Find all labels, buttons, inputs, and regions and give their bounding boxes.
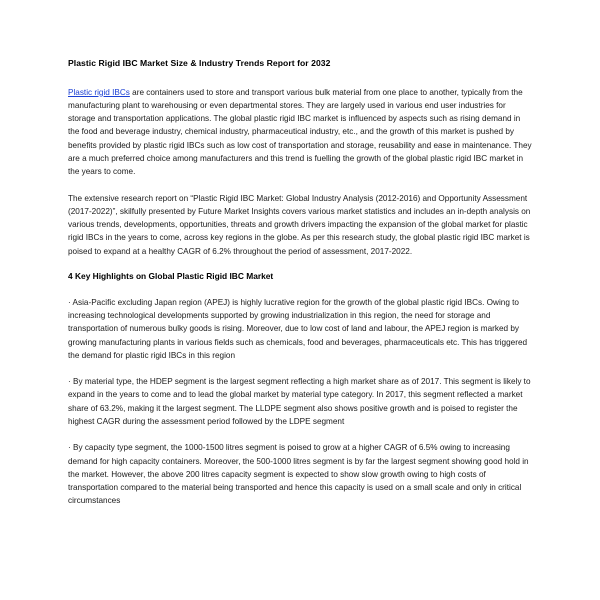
section-heading-key-highlights: 4 Key Highlights on Global Plastic Rigid IBC Market	[68, 270, 274, 281]
page-title: Plastic Rigid IBC Market Size & Industry Trends Report for 2032	[68, 58, 331, 68]
research-report-paragraph: The extensive research report on “Plastic Rigid IBC Market: Global Industry Analysis (2012-2016) and Opportunity Assessment (2017-2022)”, skilfully presented by Future Market Insights covers various market statistics and includes an in-depth analysis on various trends, developments, opportunities, threats and growth drivers impacting the expansion of the global market for plastic rigid IBCs in the years to come, across key regions in the globe. As per this research study, the global plastic rigid IBC market is poised to expand at a healthy CAGR of 6.2% throughout the period of assessment, 2017-2022.	[68, 193, 531, 256]
highlight-bullet-2: · By material type, the HDEP segment is the largest segment reflecting a high market share as of 2017. This segment is likely to expand in the years to come and to lead the global market by material type category. In 2017, this segment reflected a market share of 63.2%, making it the largest segment. The LLDPE segment also shows positive growth and is poised to register the highest CAGR during the assessment period followed by the LDPE segment	[68, 377, 531, 426]
highlight-bullet-3: · By capacity type segment, the 1000-1500 litres segment is poised to grow at a higher CAGR of 6.5% owing to increasing demand for high capacity containers. Moreover, the 500-1000 litres segment is by far the largest segment showing good hold in the market. However, the above 200 litres capacity segment is expected to show slow growth owing to high costs of transportation compared to the material being transported and hence this capacity is used on a small scale and only in critical circumstances	[68, 443, 529, 506]
plastic-rigid-ibcs-link[interactable]: Plastic rigid IBCs	[68, 87, 130, 97]
highlight-bullet-1: · Asia-Pacific excluding Japan region (APEJ) is highly lucrative region for the growth of the global plastic rigid IBCs. Owing to increasing technological developments supported by growing industrialization in this region, the need for storage and transportation of numerous bulky goods is rising. Moreover, due to low cost of land and labour, the APEJ region is marked by growing manufacturing plants in various fields such as chemicals, food and beverages, pharmaceuticals etc. This has triggered the demand for plastic rigid IBCs in this region	[68, 297, 528, 360]
intro-paragraph	[68, 86, 532, 179]
intro-paragraph-text: are containers used to store and transport various bulk material from one place to another, typically from the manufacturing plant to warehousing or even departmental stores. They are largely used in various end user industries for storage and transportation applications. The global plastic rigid IBC market is influenced by aspects such as rising demand in the food and beverage industry, chemical industry, pharmaceutical industry, etc., and the growth of this market is pushed by benefits provided by plastic rigid IBCs such as low cost of transportation and storage, reusability and ease in maintenance. They are a much preferred choice among manufacturers and this trend is fuelling the growth of the global plastic rigid IBC market in the years to come.	[68, 87, 532, 177]
